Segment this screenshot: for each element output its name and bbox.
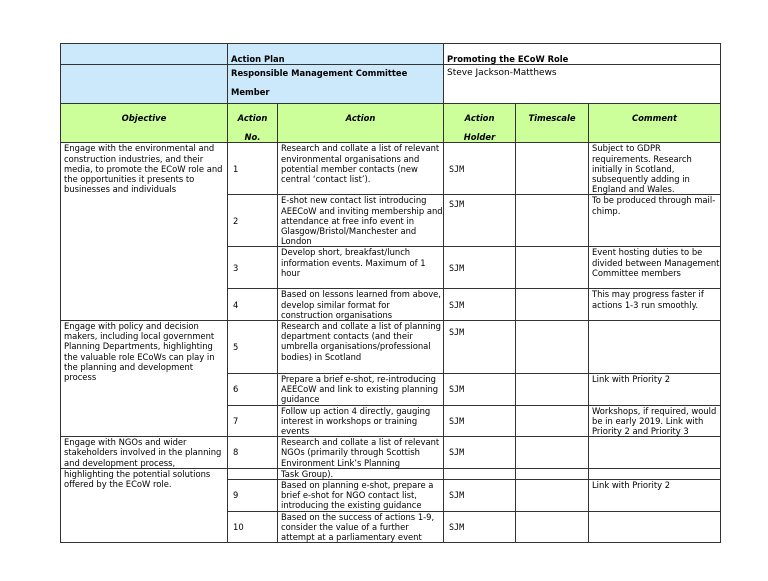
action-holder: SJM (444, 247, 516, 289)
col-action-no (228, 104, 278, 143)
comment: Event hosting duties to be divided between Management Committee members (589, 247, 721, 289)
header-responsible-member-label (228, 65, 444, 104)
col-action-no-line2: No. (244, 132, 261, 143)
col-action: Action (278, 104, 444, 143)
header-blank-cell-2 (61, 65, 228, 104)
action-text: Prepare a brief e-shot, re-introducing AEECoW and link to existing planning guidance (278, 374, 444, 406)
action-holder: SJM (444, 374, 516, 406)
timescale (516, 143, 589, 195)
action-text: Based on lessons learned from above, develop similar format for construction organisations (278, 289, 444, 321)
timescale (516, 374, 589, 406)
column-header-row (61, 104, 721, 143)
timescale (516, 437, 589, 469)
comment (589, 437, 721, 469)
header-row-title (61, 44, 721, 65)
action-text: Research and collate a list of planning department contacts (and their umbrella organisations/professional bodies) in Scotland (278, 321, 444, 374)
action-text: Develop short, breakfast/lunch information events. Maximum of 1 hour (278, 247, 444, 289)
comment: Subject to GDPR requirements. Research initially in Scotland, subsequently adding in England and Wales. (589, 143, 721, 195)
header-plan-title: Promoting the ECoW Role (444, 44, 721, 65)
timescale (516, 468, 589, 479)
action-number: 6 (228, 374, 278, 406)
comment: Link with Priority 2 (589, 480, 721, 512)
action-text: E-shot new contact list introducing AEECoW and inviting membership and attendance at free info event in Glasgow/Bristol/Manchester and London (278, 195, 444, 247)
action-text: Follow up action 4 directly, gauging interest in workshops or training events (278, 405, 444, 437)
action-holder: SJM (444, 195, 516, 247)
action-number: 8 (228, 437, 278, 469)
action-holder: SJM (444, 289, 516, 321)
action-plan-table (60, 43, 721, 543)
timescale (516, 405, 589, 437)
action-text: Research and collate a list of relevant NGOs (primarily through Scottish Environment Link’s Planning (278, 437, 444, 469)
objective-cell: Engage with the environmental and construction industries, and their media, to promote the ECoW role and the opportunities it presents to businesses and individuals (61, 143, 228, 321)
action-holder: SJM (444, 480, 516, 512)
comment (589, 468, 721, 479)
comment: This may progress faster if actions 1-3 run smoothly. (589, 289, 721, 321)
responsible-label-line1: Responsible Management Committee (231, 68, 408, 78)
timescale (516, 511, 589, 543)
action-number: 3 (228, 247, 278, 289)
action-number: 4 (228, 289, 278, 321)
action-holder: SJM (444, 511, 516, 543)
action-holder: SJM (444, 321, 516, 374)
header-row-member (61, 65, 721, 104)
objective-cell-continued: highlighting the potential solutions offered by the ECoW role. (61, 468, 228, 542)
header-action-plan: Action Plan (228, 44, 444, 65)
action-number (228, 468, 278, 479)
table-row (61, 468, 721, 479)
action-number: 9 (228, 480, 278, 512)
timescale (516, 247, 589, 289)
header-blank-cell (61, 44, 228, 65)
col-action-no-line1: Action (237, 113, 268, 123)
action-text: Task Group). (278, 468, 444, 479)
responsible-label-line2: Member (231, 87, 270, 98)
action-number: 1 (228, 143, 278, 195)
objective-cell: Engage with policy and decision makers, including local government Planning Departments, highlighting the valuable role ECoWs can play in the planning and development process (61, 321, 228, 437)
action-text: Based on planning e-shot, prepare a brief e-shot for NGO contact list, introducing the existing guidance (278, 480, 444, 512)
timescale (516, 289, 589, 321)
comment: Workshops, if required, would be in early 2019. Link with Priority 2 and Priority 3 (589, 405, 721, 437)
table-row (61, 437, 721, 469)
action-number: 2 (228, 195, 278, 247)
objective-cell: Engage with NGOs and wider stakeholders involved in the planning and development process, (61, 437, 228, 469)
table-row (61, 143, 721, 195)
action-holder: SJM (444, 143, 516, 195)
comment (589, 511, 721, 543)
action-number: 7 (228, 405, 278, 437)
header-responsible-member-name: Steve Jackson-Matthews (444, 65, 721, 104)
action-holder (444, 468, 516, 479)
timescale (516, 321, 589, 374)
timescale (516, 195, 589, 247)
col-holder-line1: Action (464, 113, 495, 123)
action-text: Based on the success of actions 1-9, consider the value of a further attempt at a parliamentary event (278, 511, 444, 543)
col-holder-line2: Holder (463, 132, 496, 143)
timescale (516, 480, 589, 512)
col-objective: Objective (61, 104, 228, 143)
comment: Link with Priority 2 (589, 374, 721, 406)
action-holder: SJM (444, 437, 516, 469)
comment: To be produced through mail-chimp. (589, 195, 721, 247)
action-holder: SJM (444, 405, 516, 437)
col-comment: Comment (589, 104, 721, 143)
comment (589, 321, 721, 374)
col-action-holder (444, 104, 516, 143)
action-number: 5 (228, 321, 278, 374)
action-number: 10 (228, 511, 278, 543)
table-row (61, 321, 721, 374)
action-text: Research and collate a list of relevant environmental organisations and potential member contacts (new central ‘contact list’). (278, 143, 444, 195)
col-timescale: Timescale (516, 104, 589, 143)
